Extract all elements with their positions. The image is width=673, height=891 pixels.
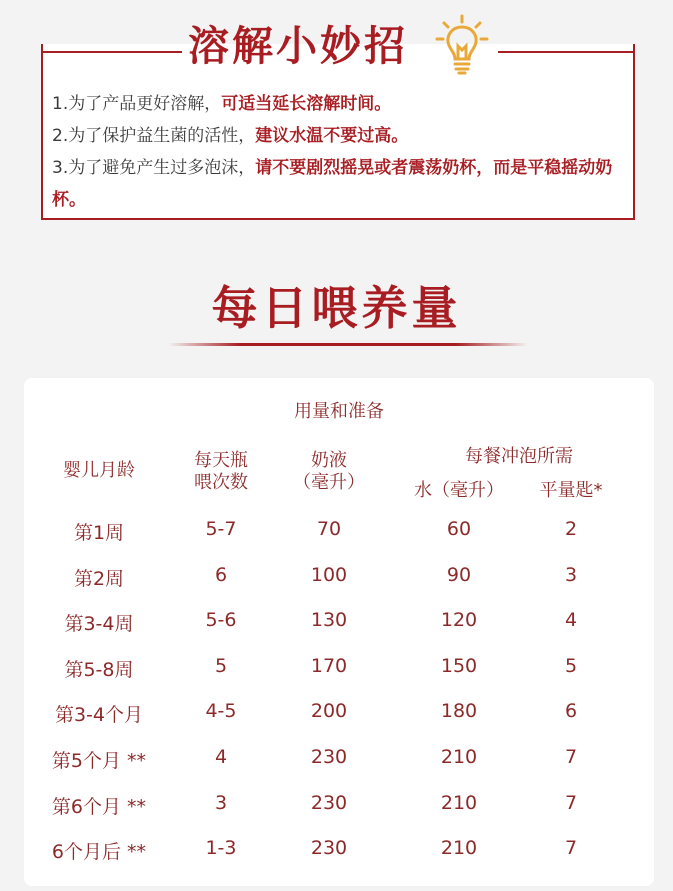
row-age-cell: 第5个月 ** <box>51 750 147 772</box>
row-milk-cell: 70 <box>316 518 342 540</box>
tip-text: 1.为了产品更好溶解， <box>52 94 222 114</box>
row-water-cell: 180 <box>440 700 478 722</box>
col-header-milk <box>274 450 384 494</box>
col-header-milk-line1: 奶液 <box>311 450 347 471</box>
row-age-cell: 第3-4个月 <box>54 704 144 726</box>
row-feeds-cell: 3 <box>214 792 228 814</box>
tips-title: 溶解小妙招 <box>188 22 408 70</box>
row-milk-cell: 230 <box>310 746 348 768</box>
tip-emphasis: 请不要剧烈摇晃或者震荡奶杯，而是平稳摇动奶杯。 <box>52 158 613 210</box>
row-age-cell: 6个月后 ** <box>51 841 147 863</box>
col-header-feeds-line1: 每天瓶 <box>194 450 248 471</box>
divider-line <box>498 51 635 53</box>
row-feeds-cell: 5-6 <box>205 609 237 631</box>
col-header-feeds <box>176 450 266 494</box>
tip-emphasis: 可适当延长溶解时间。 <box>221 94 392 114</box>
row-milk-cell: 130 <box>310 609 348 631</box>
lightbulb-icon <box>434 14 490 76</box>
divider-line <box>42 51 182 53</box>
col-header-spoons: 平量匙* <box>539 480 603 501</box>
row-water-cell: 210 <box>440 792 478 814</box>
tip-item <box>52 152 632 216</box>
row-water-cell: 60 <box>446 518 472 540</box>
row-spoons-cell: 7 <box>564 837 578 859</box>
row-water-cell: 120 <box>440 609 478 631</box>
row-feeds-cell: 4 <box>214 746 228 768</box>
row-water-cell: 90 <box>446 564 472 586</box>
row-age-cell: 第1周 <box>73 522 125 544</box>
row-age-cell: 第3-4周 <box>64 613 134 635</box>
row-milk-cell: 230 <box>310 792 348 814</box>
row-age-cell: 第6个月 ** <box>51 796 147 818</box>
row-feeds-cell: 5-7 <box>205 518 237 540</box>
col-header-per-meal: 每餐冲泡所需 <box>465 446 573 467</box>
row-age-cell: 第5-8周 <box>64 659 134 681</box>
row-spoons-cell: 7 <box>564 792 578 814</box>
row-feeds-cell: 1-3 <box>205 837 237 859</box>
row-water-cell: 150 <box>440 655 478 677</box>
prep-header: 用量和准备 <box>294 401 384 422</box>
tips-header <box>0 8 673 78</box>
tip-item <box>52 88 632 120</box>
col-header-milk-line2: （毫升） <box>293 472 365 493</box>
tip-emphasis: 建议水温不要过高。 <box>255 126 409 146</box>
row-water-cell: 210 <box>440 746 478 768</box>
row-spoons-cell: 5 <box>564 655 578 677</box>
row-water-cell: 210 <box>440 837 478 859</box>
row-milk-cell: 200 <box>310 700 348 722</box>
tip-text: 2.为了保护益生菌的活性， <box>52 126 256 146</box>
tip-item <box>52 120 632 152</box>
col-header-water: 水（毫升） <box>414 480 504 501</box>
col-header-feeds-line2: 喂次数 <box>194 472 248 493</box>
row-milk-cell: 100 <box>310 564 348 586</box>
row-feeds-cell: 4-5 <box>205 700 237 722</box>
row-spoons-cell: 2 <box>564 518 578 540</box>
col-header-age: 婴儿月龄 <box>63 460 135 481</box>
row-spoons-cell: 4 <box>564 609 578 631</box>
feeding-title: 每日喂养量 <box>211 281 462 335</box>
row-spoons-cell: 3 <box>564 564 578 586</box>
row-age-cell: 第2周 <box>73 568 125 590</box>
tip-text: 3.为了避免产生过多泡沫， <box>52 158 256 178</box>
row-spoons-cell: 6 <box>564 700 578 722</box>
row-feeds-cell: 5 <box>214 655 228 677</box>
row-spoons-cell: 7 <box>564 746 578 768</box>
tips-list <box>52 88 632 216</box>
row-milk-cell: 170 <box>310 655 348 677</box>
row-feeds-cell: 6 <box>214 564 228 586</box>
row-milk-cell: 230 <box>310 837 348 859</box>
title-underline <box>168 343 528 346</box>
feeding-table <box>24 378 654 886</box>
